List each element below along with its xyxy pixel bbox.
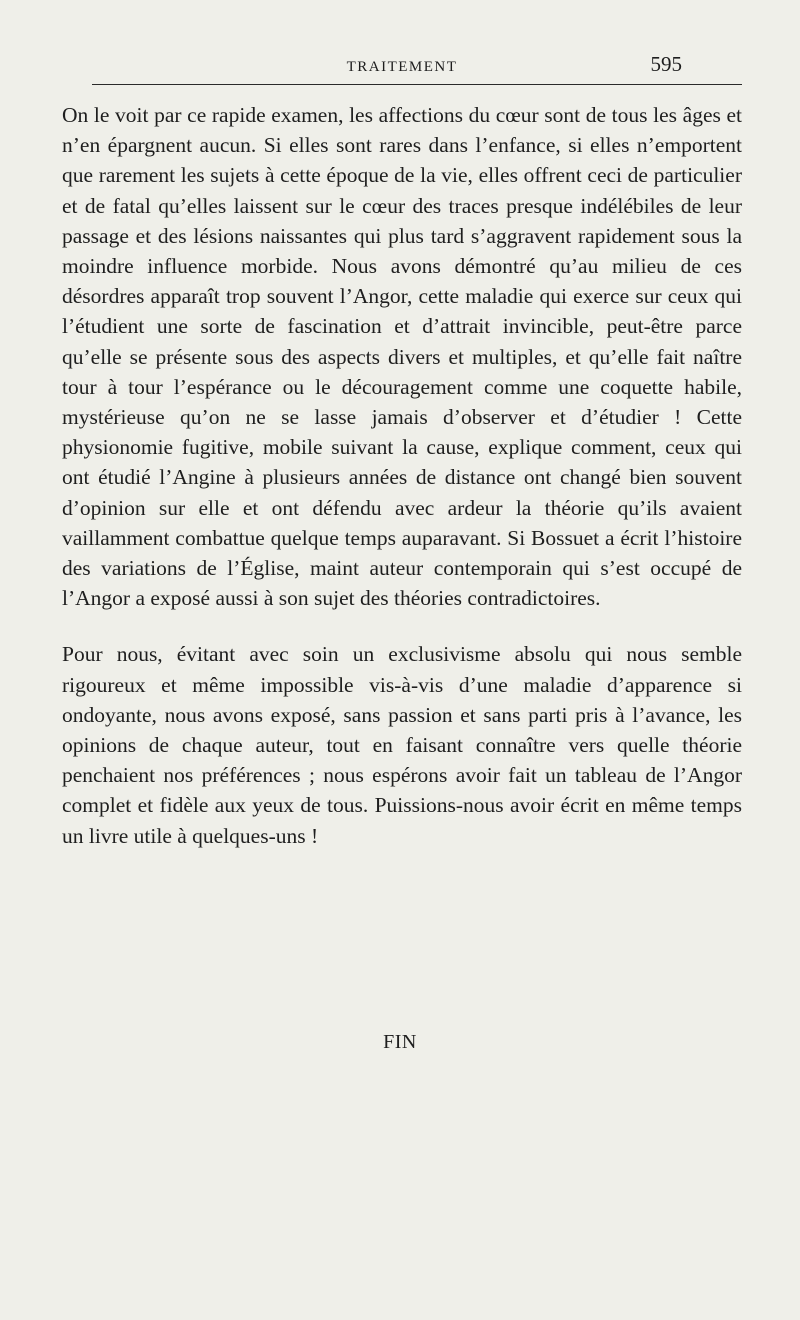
end-mark: FIN (383, 1031, 417, 1053)
paragraph-2: Pour nous, évitant avec soin un exclusivisme absolu qui nous semble rigoureux et même impossible vis-à-vis d’une maladie d’apparence si ondoyante, nous avons exposé, sans passion et sans parti pris à l’avance, les opinions de chaque auteur, tout en faisant connaître vers quelle théorie penchaient nos préférences ; nous espérons avoir fait un tableau de l’Angor complet et fidèle aux yeux de tous. Puissions-nous avoir écrit en même temps un livre utile à quelques-uns ! (62, 642, 742, 848)
body-text (62, 100, 742, 851)
header-rule (92, 84, 742, 85)
running-header (62, 52, 742, 86)
paragraph-1: On le voit par ce rapide examen, les affections du cœur sont de tous les âges et n’en épargnent aucun. Si elles sont rares dans l’enfance, si elles n’emportent que rarement les sujets à cette époque de la vie, elles offrent ceci de particulier et de fatal qu’elles laissent sur le cœur des traces presque indélébiles de leur passage et des lésions naissantes qui plus tard s’aggravent rapidement sous la moindre influence morbide. Nous avons démontré qu’au milieu de ces désordres apparaît trop souvent l’Angor, cette maladie qui exerce sur ceux qui l’étudient une sorte de fascination et d’attrait invincible, peut-être parce qu’elle se présente sous des aspects divers et multiples, et qu’elle fait naître tour à tour l’espérance ou le découragement comme une coquette habile, mystérieuse qu’on ne se lasse jamais d’observer et d’étudier ! Cette physionomie fugitive, mobile suivant la cause, explique comment, ceux qui ont étudié l’Angine à plusieurs années de distance ont changé bien souvent d’opinion sur elle et ont défendu avec ardeur la théorie qu’ils avaient vaillamment combattue quelque temps auparavant. Si Bossuet a écrit l’histoire des variations de l’Église, maint auteur contemporain qui s’est occupé de l’Angor a exposé aussi à son sujet des théories contradictoires. (62, 103, 742, 611)
page-number: 595 (650, 52, 682, 76)
running-title: TRAITEMENT (346, 59, 458, 75)
